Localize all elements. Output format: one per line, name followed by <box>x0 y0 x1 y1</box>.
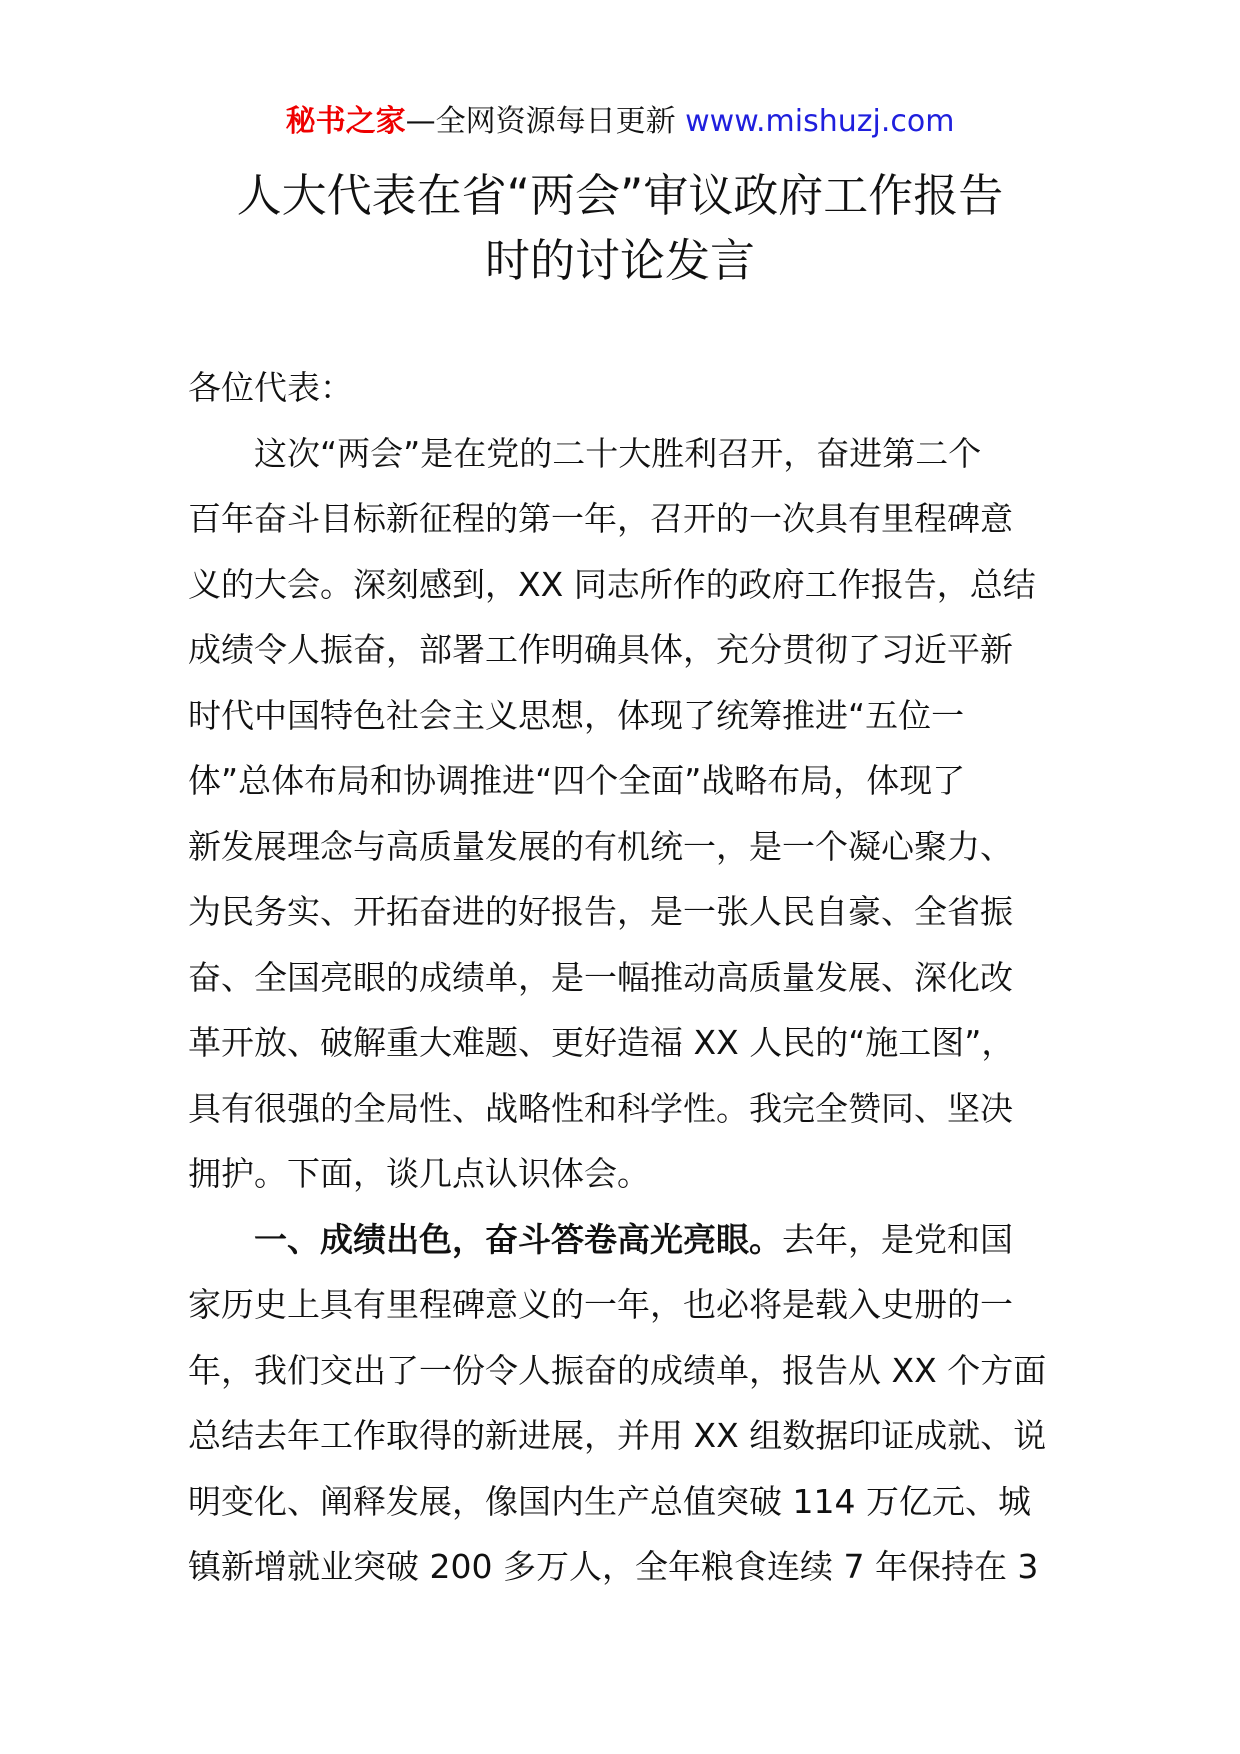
paragraph-1-line: 拥护。下面，谈几点认识体会。 <box>188 1154 650 1193</box>
site-banner <box>0 102 1240 142</box>
document-title <box>0 163 1240 293</box>
paragraph-1-line: 具有很强的全局性、战略性和科学性。我完全赞同、坚决 <box>188 1088 1013 1128</box>
paragraph-1-line: 奋、全国亮眼的成绩单，是一幅推动高质量发展、深化改 <box>188 957 1013 997</box>
paragraph-2-line: 镇新增就业突破 200 多万人，全年粮食连续 7 年保持在 3 <box>188 1547 1039 1586</box>
paragraph-2-first-line <box>188 1207 1058 1273</box>
paragraph-1-line: 义的大会。深刻感到，XX 同志所作的政府工作报告，总结 <box>188 564 1036 604</box>
paragraph-1-line: 新发展理念与高质量发展的有机统一，是一个凝心聚力、 <box>188 826 1013 866</box>
site-url-link[interactable]: www.mishuzj.com <box>685 104 955 139</box>
paragraph-2-line: 家历史上具有里程碑意义的一年，也必将是载入史册的一 <box>188 1285 1013 1324</box>
paragraph-2-first-line-text: 去年，是党和国 <box>782 1219 1013 1259</box>
salutation: 各位代表： <box>188 368 353 407</box>
paragraph-1 <box>188 421 1058 1207</box>
paragraph-2 <box>188 1207 1058 1600</box>
document-body <box>188 421 1058 1600</box>
paragraph-1-line: 百年奋斗目标新征程的第一年，召开的一次具有里程碑意 <box>188 499 1013 538</box>
paragraph-1-line: 革开放、破解重大难题、更好造福 XX 人民的“施工图”， <box>188 1023 1015 1062</box>
paragraph-1-line: 体”总体布局和协调推进“四个全面”战略布局，体现了 <box>188 761 966 800</box>
paragraph-1-line: 时代中国特色社会主义思想，体现了统筹推进“五位一 <box>188 695 965 735</box>
paragraph-1-line: 为民务实、开拓奋进的好报告，是一张人民自豪、全省振 <box>188 892 1013 931</box>
paragraph-2-line: 年，我们交出了一份令人振奋的成绩单，报告从 XX 个方面 <box>188 1350 1047 1390</box>
paragraph-1-line: 这次“两会”是在党的二十大胜利召开，奋进第二个 <box>188 433 982 473</box>
paragraph-1-line: 成绩令人振奋，部署工作明确具体，充分贯彻了习近平新 <box>188 630 1013 669</box>
title-line-1: 人大代表在省“两会”审议政府工作报告 <box>236 169 1004 222</box>
paragraph-2-line: 总结去年工作取得的新进展，并用 XX 组数据印证成就、说 <box>188 1416 1047 1455</box>
banner-tagline: —全网资源每日更新 <box>405 104 686 139</box>
brand-name: 秘书之家 <box>285 104 406 139</box>
section-heading-1: 一、成绩出色，奋斗答卷高光亮眼。 <box>188 1219 782 1259</box>
paragraph-2-line: 明变化、阐释发展，像国内生产总值突破 114 万亿元、城 <box>188 1481 1031 1521</box>
title-line-2: 时的讨论发言 <box>484 234 755 287</box>
